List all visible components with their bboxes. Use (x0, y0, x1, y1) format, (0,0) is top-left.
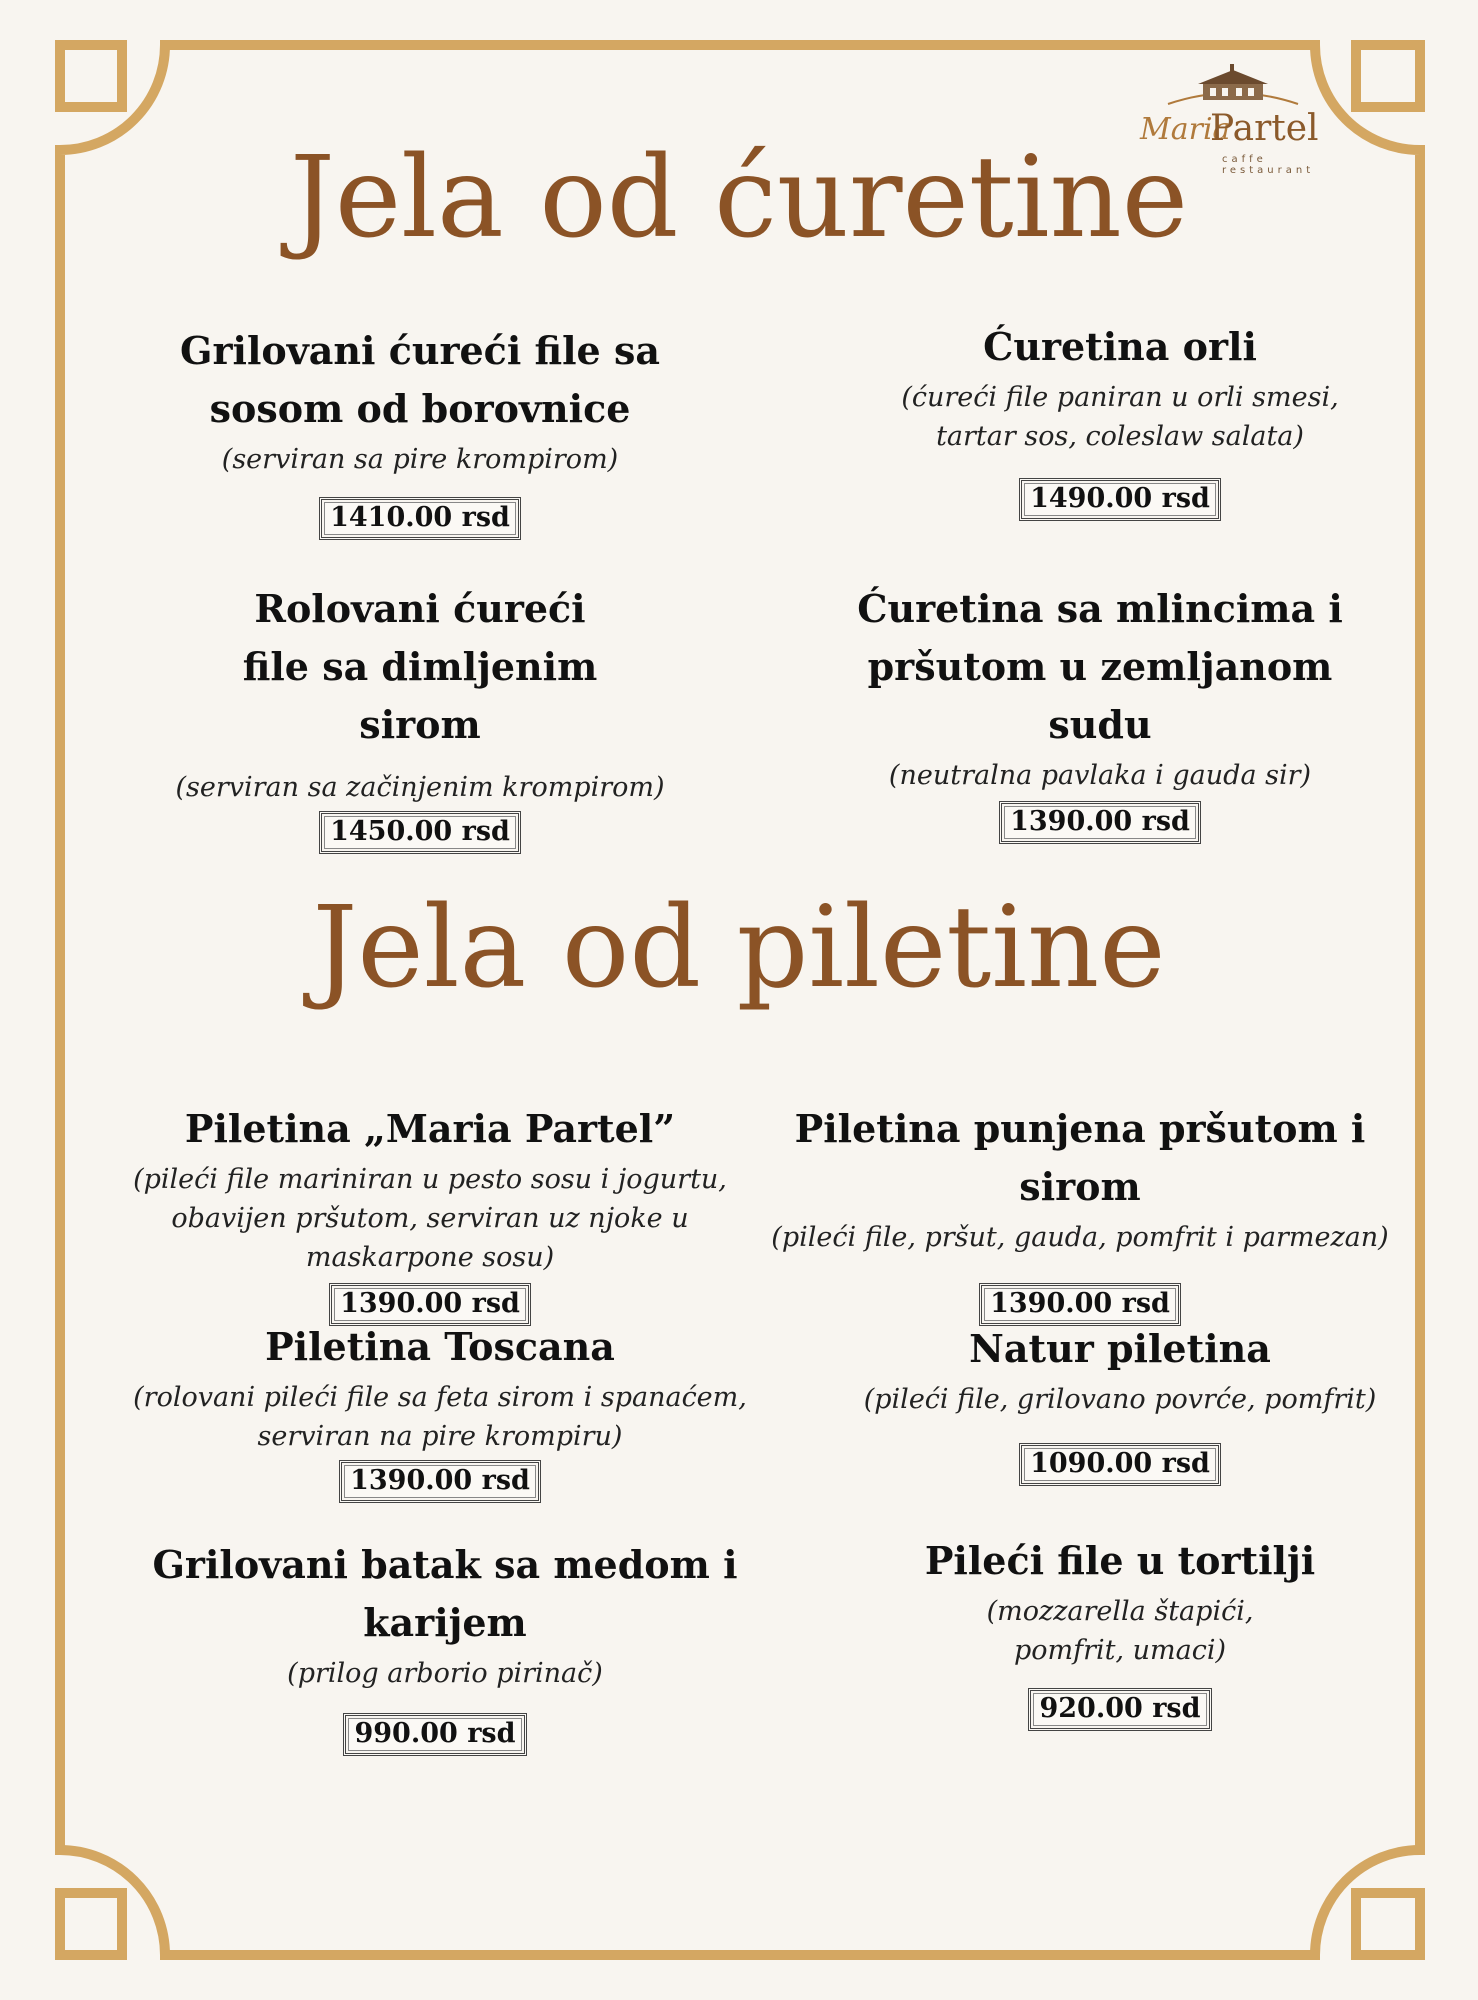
house-icon (1158, 62, 1308, 112)
dish-card (110, 1318, 770, 1503)
dish-price: 1490.00 rsd (1019, 478, 1221, 521)
dish-name: Grilovani ćureći file sa sosom od borovnice (180, 328, 660, 431)
dish-description: (serviran sa začinjenim krompirom) (175, 772, 665, 803)
dish-name: Ćuretina sa mlincima i pršutom u zemljanom sudu (857, 586, 1343, 747)
dish-price: 1390.00 rsd (339, 1460, 541, 1503)
section-title-chicken: Jela od piletine (312, 883, 1166, 1013)
dish-card (100, 1100, 760, 1326)
dish-name: Grilovani batak sa medom i karijem (152, 1542, 738, 1645)
dish-price: 1390.00 rsd (979, 1283, 1181, 1326)
dish-name: Rolovani ćureći file sa dimljenim sirom (242, 586, 598, 747)
dish-price: 1390.00 rsd (999, 801, 1201, 844)
dish-price: 1090.00 rsd (1019, 1443, 1221, 1486)
dish-description: (neutralna pavlaka i gauda sir) (888, 760, 1312, 791)
dish-name: Piletina punjena pršutom i sirom (794, 1106, 1366, 1209)
dish-card (900, 318, 1340, 521)
logo-script-text: Maria (1140, 112, 1231, 147)
dish-name: Piletina Toscana (265, 1324, 615, 1369)
dish-price: 920.00 rsd (1028, 1688, 1211, 1731)
dish-price: 1390.00 rsd (329, 1283, 531, 1326)
dish-description: (pileći file mariniran u pesto sosu i jogurtu, obavijen pršutom, serviran uz njoke u maskarpone sosu) (133, 1164, 727, 1273)
logo-brand-text: Partel (1210, 108, 1319, 149)
dish-description: (rolovani pileći file sa feta sirom i spanaćem, serviran na pire krompiru) (133, 1382, 747, 1452)
dish-card (750, 1100, 1410, 1326)
logo-subtitle: caffe restaurant (1222, 154, 1315, 176)
dish-description: (pileći file, grilovano povrće, pomfrit) (863, 1384, 1377, 1415)
dish-description: (prilog arborio pirinač) (287, 1658, 603, 1689)
dish-price: 1410.00 rsd (319, 497, 521, 540)
dish-description: (ćureći file paniran u orli smesi, tartar sos, coleslaw salata) (901, 382, 1339, 452)
dish-description: (pileći file, pršut, gauda, pomfrit i parmezan) (771, 1222, 1389, 1253)
dish-card (80, 1536, 810, 1756)
dish-description: (mozzarella štapići, pomfrit, umaci) (986, 1596, 1254, 1666)
dish-card (810, 580, 1390, 844)
dish-card (175, 580, 665, 854)
dish-name: Pileći file u tortilji (924, 1538, 1316, 1583)
dish-description: (serviran sa pire krompirom) (221, 444, 619, 475)
dish-name: Ćuretina orli (983, 324, 1257, 369)
dish-card (90, 322, 750, 540)
dish-name: Natur piletina (969, 1326, 1271, 1371)
dish-card (860, 1320, 1380, 1486)
dish-name: Piletina „Maria Partel” (184, 1106, 676, 1151)
section-title-turkey: Jela od ćuretine (289, 133, 1189, 263)
dish-price: 1450.00 rsd (319, 811, 521, 854)
dish-price: 990.00 rsd (343, 1713, 526, 1756)
dish-card (900, 1532, 1340, 1731)
